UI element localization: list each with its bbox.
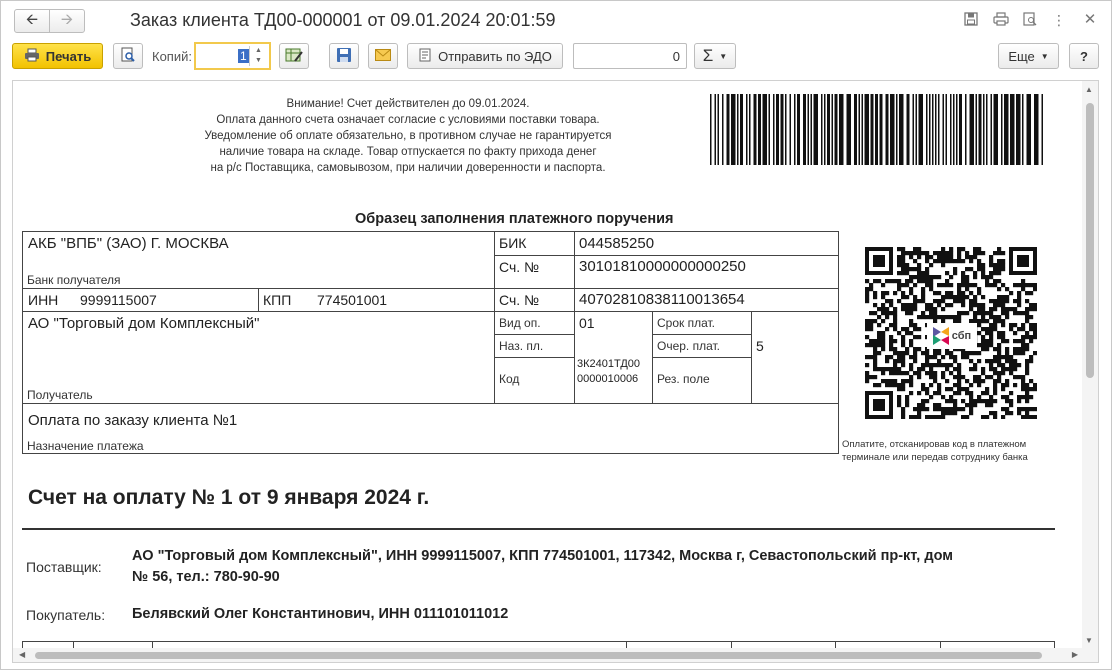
arrow-left-icon: 🡨 xyxy=(25,10,39,28)
term-label: Срок плат. xyxy=(657,316,716,330)
chevron-down-icon: ▼ xyxy=(1040,51,1049,61)
supplier-line: № 56, тел.: 780-90-90 xyxy=(132,569,280,585)
help-button[interactable]: ? xyxy=(1069,43,1099,69)
print-button-label: Печать xyxy=(45,48,92,64)
bik-label: БИК xyxy=(499,235,527,251)
recipient-name: АО "Торговый дом Комплексный" xyxy=(28,315,260,332)
table-line xyxy=(652,311,653,403)
table-line xyxy=(23,311,839,312)
back-button[interactable] xyxy=(14,9,50,33)
sbp-logo xyxy=(927,323,977,349)
kpp-value: 774501001 xyxy=(317,292,388,308)
kpp-label: КПП xyxy=(263,292,292,308)
table-line xyxy=(494,334,574,335)
recipient-label: Получатель xyxy=(27,388,93,402)
invoice-title: Счет на оплату № 1 от 9 января 2024 г. xyxy=(28,486,430,509)
print-button[interactable] xyxy=(12,43,103,69)
table-line xyxy=(494,232,495,403)
table-line xyxy=(751,311,752,403)
toolbar xyxy=(1,41,1112,75)
table-line xyxy=(652,334,751,335)
printer-icon xyxy=(24,48,40,65)
arrow-right-icon: 🡪 xyxy=(60,10,74,28)
priority-value: 5 xyxy=(756,338,764,354)
copies-label: Копий: xyxy=(152,49,192,64)
table-line xyxy=(494,357,574,358)
payment-order-table xyxy=(22,231,839,454)
more-button[interactable] xyxy=(998,43,1059,69)
account-value: 40702810838110013654 xyxy=(579,291,745,308)
op-type-label: Вид оп. xyxy=(499,316,541,330)
preview-icon xyxy=(120,47,136,66)
payment-order-title: Образец заполнения платежного поручения xyxy=(355,211,674,227)
code-value-line1: 3К2401ТД00 xyxy=(577,358,641,370)
supplier-label: Поставщик: xyxy=(26,559,102,575)
table-line xyxy=(494,255,839,256)
document-viewport[interactable] xyxy=(12,80,1099,663)
corr-account-value: 30101810000000000250 xyxy=(579,258,746,275)
account-label: Сч. № xyxy=(499,292,540,308)
reserve-label: Рез. поле xyxy=(657,372,710,386)
buyer-label: Покупатель: xyxy=(26,607,106,623)
purpose-label: Назначение платежа xyxy=(27,439,144,453)
sigma-icon: Σ xyxy=(702,46,714,65)
save-button[interactable] xyxy=(329,43,359,69)
envelope-icon xyxy=(375,49,391,64)
qr-caption xyxy=(842,438,1072,464)
qr-caption-line: Оплатите, отсканировав код в платежном xyxy=(842,439,1027,450)
bank-name: АКБ "ВПБ" (ЗАО) Г. МОСКВА xyxy=(28,235,229,252)
save-state-icon[interactable] xyxy=(963,12,979,28)
edit-table-icon xyxy=(285,47,303,66)
corr-account-label: Сч. № xyxy=(499,259,540,275)
chevron-down-icon: ▼ xyxy=(719,51,728,61)
scroll-right-icon[interactable]: ▶ xyxy=(1071,650,1078,659)
bik-value: 044585250 xyxy=(579,235,655,252)
more-label: Еще xyxy=(1008,48,1035,64)
priority-label: Очер. плат. xyxy=(657,339,721,353)
barcode-image xyxy=(710,94,1044,165)
table-line xyxy=(23,403,839,404)
table-line xyxy=(652,357,751,358)
sbp-logo-text: сбп xyxy=(951,330,972,342)
warning-line: Внимание! Счет действителен до 09.01.2024. xyxy=(286,98,530,110)
floppy-icon xyxy=(336,47,352,66)
edo-icon xyxy=(418,48,432,65)
warning-line: на р/с Поставщика, самовывозом, при наличии доверенности и паспорта. xyxy=(210,162,606,174)
warning-line: Уведомление об оплате обязательно, в противном случае не гарантируется xyxy=(204,130,612,142)
table-line xyxy=(258,288,259,311)
table-line xyxy=(574,232,575,403)
sbp-logo-icon xyxy=(933,327,949,345)
horizontal-scrollbar[interactable] xyxy=(13,648,1098,662)
title-bar xyxy=(1,1,1112,41)
vertical-scroll-thumb[interactable] xyxy=(1086,103,1094,378)
window-title: Заказ клиента ТД00-000001 от 09.01.2024 20:01:59 xyxy=(130,10,556,30)
warning-line: наличие товара на складе. Товар отпускается по факту прихода денег xyxy=(219,146,597,158)
sum-dropdown-button[interactable] xyxy=(694,43,736,69)
send-email-button[interactable] xyxy=(368,43,398,69)
copies-value: 1 xyxy=(240,49,247,63)
purpose-value: Оплата по заказу клиента №1 xyxy=(28,412,238,429)
supplier-value xyxy=(132,546,953,588)
horizontal-scroll-thumb[interactable] xyxy=(35,652,1042,659)
warning-line: Оплата данного счета означает согласие с условиями поставки товара. xyxy=(216,114,600,126)
purpose-code-label: Наз. пл. xyxy=(499,339,544,353)
preview-icon[interactable] xyxy=(1022,12,1038,28)
print-preview-button[interactable] xyxy=(113,43,143,69)
bank-label: Банк получателя xyxy=(27,273,121,287)
send-edo-label: Отправить по ЭДО xyxy=(438,48,552,64)
print-icon[interactable] xyxy=(993,12,1009,28)
warning-text xyxy=(173,96,643,176)
title-divider xyxy=(22,528,1055,530)
document-page xyxy=(13,81,1083,649)
edit-table-button[interactable] xyxy=(279,43,309,69)
code-value-line2: 0000010006 xyxy=(577,373,639,385)
forward-button[interactable] xyxy=(49,9,85,33)
qr-caption-line: терминале или передав сотруднику банка xyxy=(842,452,1028,463)
send-edo-button[interactable] xyxy=(407,43,563,69)
scroll-down-icon[interactable]: ▼ xyxy=(1085,636,1093,645)
supplier-line: АО "Торговый дом Комплексный", ИНН 9999115007, КПП 774501001, 117342, Москва г, Севастопольский пр-кт, дом xyxy=(132,548,953,564)
close-icon[interactable]: ✕ xyxy=(1083,11,1097,28)
inn-label: ИНН xyxy=(28,292,59,308)
copies-input[interactable] xyxy=(194,42,271,70)
scroll-left-icon[interactable]: ◀ xyxy=(19,650,26,659)
spin-up-icon[interactable]: ▲ xyxy=(255,47,262,54)
buyer-value: Белявский Олег Константинович, ИНН 011101011012 xyxy=(132,606,509,622)
sum-field[interactable]: 0 xyxy=(573,43,687,69)
more-vertical-icon[interactable]: ⋮ xyxy=(1052,12,1066,28)
scroll-up-icon[interactable]: ▲ xyxy=(1085,85,1093,94)
vertical-scrollbar[interactable] xyxy=(1082,81,1098,649)
inn-value: 9999115007 xyxy=(80,292,157,308)
copies-spinner[interactable] xyxy=(249,46,267,66)
op-type-value: 01 xyxy=(579,315,595,331)
table-line xyxy=(23,288,839,289)
code-label: Код xyxy=(499,372,520,386)
spin-down-icon[interactable]: ▼ xyxy=(255,57,262,64)
